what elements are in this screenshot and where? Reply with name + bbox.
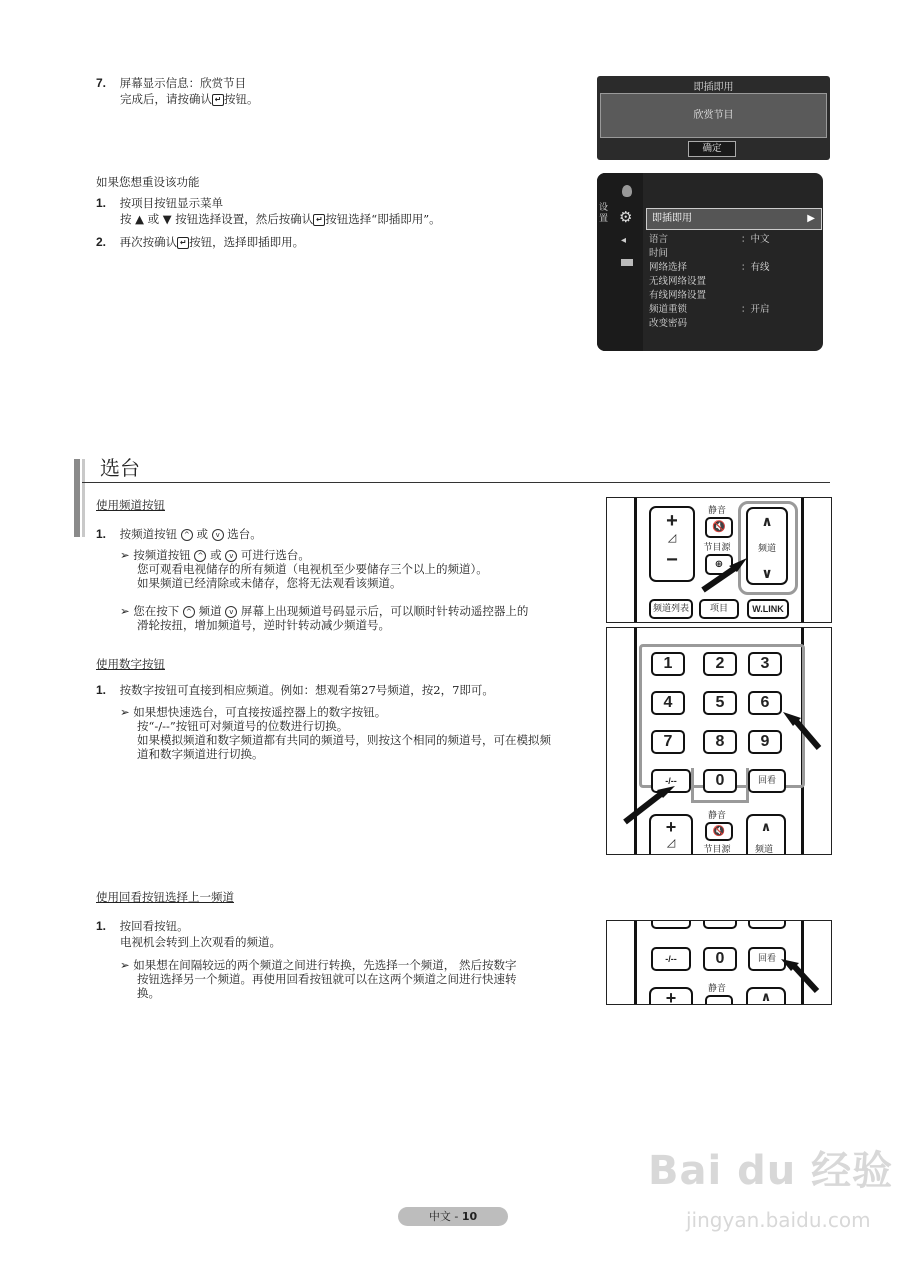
channel-up-icon: ^	[183, 606, 195, 618]
note-channel-2	[120, 604, 528, 632]
menu-item-plug-and-play[interactable]	[646, 208, 822, 230]
reset-step1	[96, 196, 223, 210]
note-arrow-icon: ➢	[120, 548, 130, 562]
volume-up-label: +	[665, 817, 677, 837]
remote-prech-button	[606, 920, 832, 1005]
channel-down-icon: v	[212, 529, 224, 541]
channel-label: 频道	[754, 845, 773, 855]
remote-channel-buttons	[606, 497, 832, 623]
number-3-button[interactable]: 3	[748, 652, 782, 676]
osd-plug-and-play	[597, 76, 830, 160]
channel-down-icon: v	[225, 606, 237, 618]
menu-item-value: ：开启	[741, 304, 770, 315]
menu-item-label: 改变密码	[649, 318, 688, 329]
wlink-button[interactable]: W.LINK	[747, 599, 789, 619]
note-number	[120, 705, 551, 761]
watermark-brand: Bai du 经验	[648, 1148, 894, 1194]
step-text: 屏幕显示信息：欣赏节目	[119, 76, 247, 90]
step-text: 按项目按钮显示菜单	[119, 196, 224, 210]
page-footer	[398, 1207, 508, 1226]
step-number: 1.	[96, 527, 107, 541]
note-text: 换。	[137, 986, 160, 1000]
step-number: 1.	[96, 196, 107, 210]
chevron-up-icon: ∧	[761, 513, 773, 529]
step-text: 按钮。	[224, 92, 259, 106]
setup-menu	[597, 173, 823, 351]
osd-message: 欣赏节目	[600, 93, 827, 138]
mute-button[interactable]: 🔇	[705, 822, 733, 841]
application-icon	[621, 259, 633, 266]
watermark-url: jingyan.baidu.com	[686, 1208, 871, 1232]
note-text: 如果频道已经清除或未储存，您将无法观看该频道。	[137, 576, 402, 590]
channel-list-button[interactable]: 频道列表	[649, 599, 693, 619]
enter-icon: ↵	[313, 214, 325, 226]
dash-button[interactable]: -/--	[651, 947, 691, 971]
mute-label: 静音	[707, 506, 726, 516]
prech-step1-line2: 电视机会转到上次观看的频道。	[120, 935, 281, 949]
note-text: 可进行选台。	[240, 548, 310, 562]
note-text: 频道	[198, 604, 222, 618]
menu-sidebar	[597, 173, 643, 351]
volume-icon: ◿	[666, 837, 676, 849]
step-text: 选台。	[227, 527, 262, 541]
volume-icon: ◿	[667, 532, 677, 544]
source-label: 节目源	[703, 845, 731, 855]
note-text: 如果想快速选台，可直接按遥控器上的数字按钮。	[133, 705, 387, 719]
source-button[interactable]: ⊕	[705, 554, 733, 575]
menu-item-value: ：中文	[741, 234, 770, 245]
enter-icon: ↵	[177, 237, 189, 249]
step-text: 按频道按钮	[119, 527, 178, 541]
note-text: 按频道按钮	[133, 548, 191, 562]
note-text: 按“-/--”按钮可对频道号的位数进行切换。	[137, 719, 349, 733]
menu-item-label: 频道重锁	[649, 304, 688, 315]
prech-step1	[96, 919, 189, 933]
note-arrow-icon: ➢	[120, 705, 130, 719]
chevron-down-icon: ∨	[761, 565, 773, 581]
step-text: 按数字按钮可直接到相应频道。例如：想观看第27号频道，按2，7即可。	[119, 683, 494, 697]
number-1-button[interactable]: 1	[651, 652, 685, 676]
menu-item-label: 网络选择	[649, 262, 688, 273]
step-number: 1.	[96, 683, 107, 697]
menu-side-label: 设置	[599, 203, 609, 224]
channel-step1	[96, 527, 262, 541]
channel-up-icon: ^	[194, 550, 206, 562]
note-arrow-icon: ➢	[120, 958, 130, 972]
pointer-arrow	[689, 554, 749, 594]
number-0-button[interactable]: 0	[703, 947, 737, 971]
menu-item[interactable]	[649, 303, 819, 317]
remote-number-buttons	[606, 627, 832, 855]
step-text: 再次按确认	[119, 235, 178, 249]
channel-down-icon: v	[225, 550, 237, 562]
note-text: 按钮选择另一个频道。再使用回看按钮就可以在这两个频道之间进行快速转	[137, 972, 517, 986]
step7-block	[96, 76, 246, 90]
number-5-button[interactable]: 5	[703, 691, 737, 715]
number-button-partial[interactable]	[651, 920, 691, 929]
step-text: 按钮，选择即插即用。	[189, 235, 305, 249]
pointer-arrow	[777, 955, 827, 1000]
note-text: 您可观看电视储存的所有频道（电视机至少要储存三个以上的频道）。	[137, 562, 488, 576]
step7-line2	[120, 92, 259, 106]
step-text: 完成后，请按确认	[120, 92, 212, 106]
subheading-number-buttons: 使用数字按钮	[96, 657, 165, 671]
subheading-channel-buttons: 使用频道按钮	[96, 498, 165, 512]
tools-button[interactable]: 项目	[699, 599, 739, 619]
note-text: 如果想在间隔较远的两个频道之间进行转换，先选择一个频道， 然后按数字	[133, 958, 517, 972]
number-6-button[interactable]: 6	[748, 691, 782, 715]
page-number: 10	[461, 1210, 478, 1223]
step-number: 2.	[96, 235, 107, 249]
mute-label: 静音	[707, 984, 726, 994]
number-step1	[96, 683, 494, 697]
number-7-button[interactable]: 7	[651, 730, 685, 754]
number-9-button[interactable]: 9	[748, 730, 782, 754]
dash-button[interactable]: -/--	[651, 769, 691, 793]
number-button-partial[interactable]	[748, 920, 786, 929]
note-prech	[120, 958, 517, 1000]
menu-item-label: 语言	[649, 234, 669, 245]
section-rule	[82, 482, 830, 483]
mute-button[interactable]	[705, 995, 733, 1005]
arrow-right-icon: ▶	[807, 213, 815, 224]
prech-button[interactable]: 回看	[748, 769, 786, 793]
prech-button[interactable]: 回看	[748, 947, 786, 971]
channel-label: 频道	[757, 544, 776, 554]
menu-item[interactable]	[649, 275, 819, 289]
input-icon: ◂	[621, 235, 627, 246]
menu-item[interactable]	[649, 289, 819, 303]
menu-item-label: 无线网络设置	[649, 276, 707, 287]
number-4-button[interactable]: 4	[651, 691, 685, 715]
menu-item[interactable]	[649, 233, 819, 247]
menu-item[interactable]	[649, 261, 819, 275]
pointer-arrow	[617, 778, 677, 828]
source-label: 节目源	[703, 543, 731, 553]
section-title: 选台	[100, 456, 140, 480]
step-text: 按钮选择“即插即用”。	[325, 212, 441, 226]
menu-item[interactable]	[649, 247, 819, 261]
note-channel-1	[120, 548, 488, 590]
note-text: 您在按下	[133, 604, 180, 618]
menu-item-label: 时间	[649, 248, 669, 259]
reset-intro: 如果您想重设该功能	[96, 175, 200, 189]
pointer-arrow	[779, 708, 829, 758]
footer-lang: 中文 -	[428, 1210, 459, 1223]
step-number: 1.	[96, 919, 107, 933]
picture-icon	[622, 185, 632, 197]
step-number: 7.	[96, 76, 107, 90]
note-text: 或	[210, 548, 222, 562]
step-text: 按回看按钮。	[119, 919, 189, 933]
gear-icon[interactable]: ⚙	[619, 208, 633, 226]
note-text: 屏幕上出现频道号码显示后，可以顺时针转动遥控器上的	[240, 604, 529, 618]
subheading-prech: 使用回看按钮选择上一频道	[96, 890, 234, 904]
enter-icon: ↵	[212, 94, 224, 106]
menu-item-label: 即插即用	[652, 213, 692, 224]
mute-button[interactable]: 🔇	[705, 517, 733, 538]
channel-up-icon: ^	[181, 529, 193, 541]
chevron-up-icon: ∧	[760, 819, 772, 834]
note-arrow-icon: ➢	[120, 604, 130, 618]
channel-up-button[interactable]: ∧	[746, 987, 786, 1005]
number-8-button[interactable]: 8	[703, 730, 737, 754]
note-text: 道和数字频道进行切换。	[137, 747, 264, 761]
reset-step2	[96, 235, 304, 249]
step-text: 或	[196, 527, 208, 541]
menu-item-label: 有线网络设置	[649, 290, 707, 301]
menu-list	[649, 233, 819, 331]
section-bar-light	[82, 459, 85, 537]
channel-rocker[interactable]	[746, 507, 788, 585]
number-0-button[interactable]: 0	[703, 769, 737, 793]
section-bar	[74, 459, 80, 537]
reset-step1-line2	[120, 212, 441, 226]
volume-down-label: −	[666, 549, 678, 571]
menu-item[interactable]	[649, 317, 819, 331]
number-2-button[interactable]: 2	[703, 652, 737, 676]
osd-ok-button[interactable]: 确定	[688, 141, 736, 157]
volume-up-button[interactable]: +	[649, 987, 693, 1005]
mute-label: 静音	[707, 811, 726, 821]
menu-item-value: ：有线	[741, 262, 770, 273]
note-text: 如果模拟频道和数字频道都有共同的频道号，则按这个相同的频道号，可在模拟频	[137, 733, 551, 747]
step-text: 按 ▲ 或 ▼ 按钮选择设置，然后按确认	[120, 212, 314, 226]
osd-title: 即插即用	[693, 82, 734, 93]
note-text: 滑轮按扭，增加频道号，逆时针转动减少频道号。	[137, 618, 390, 632]
number-button-partial[interactable]	[703, 920, 737, 929]
volume-up-label: +	[666, 510, 678, 532]
